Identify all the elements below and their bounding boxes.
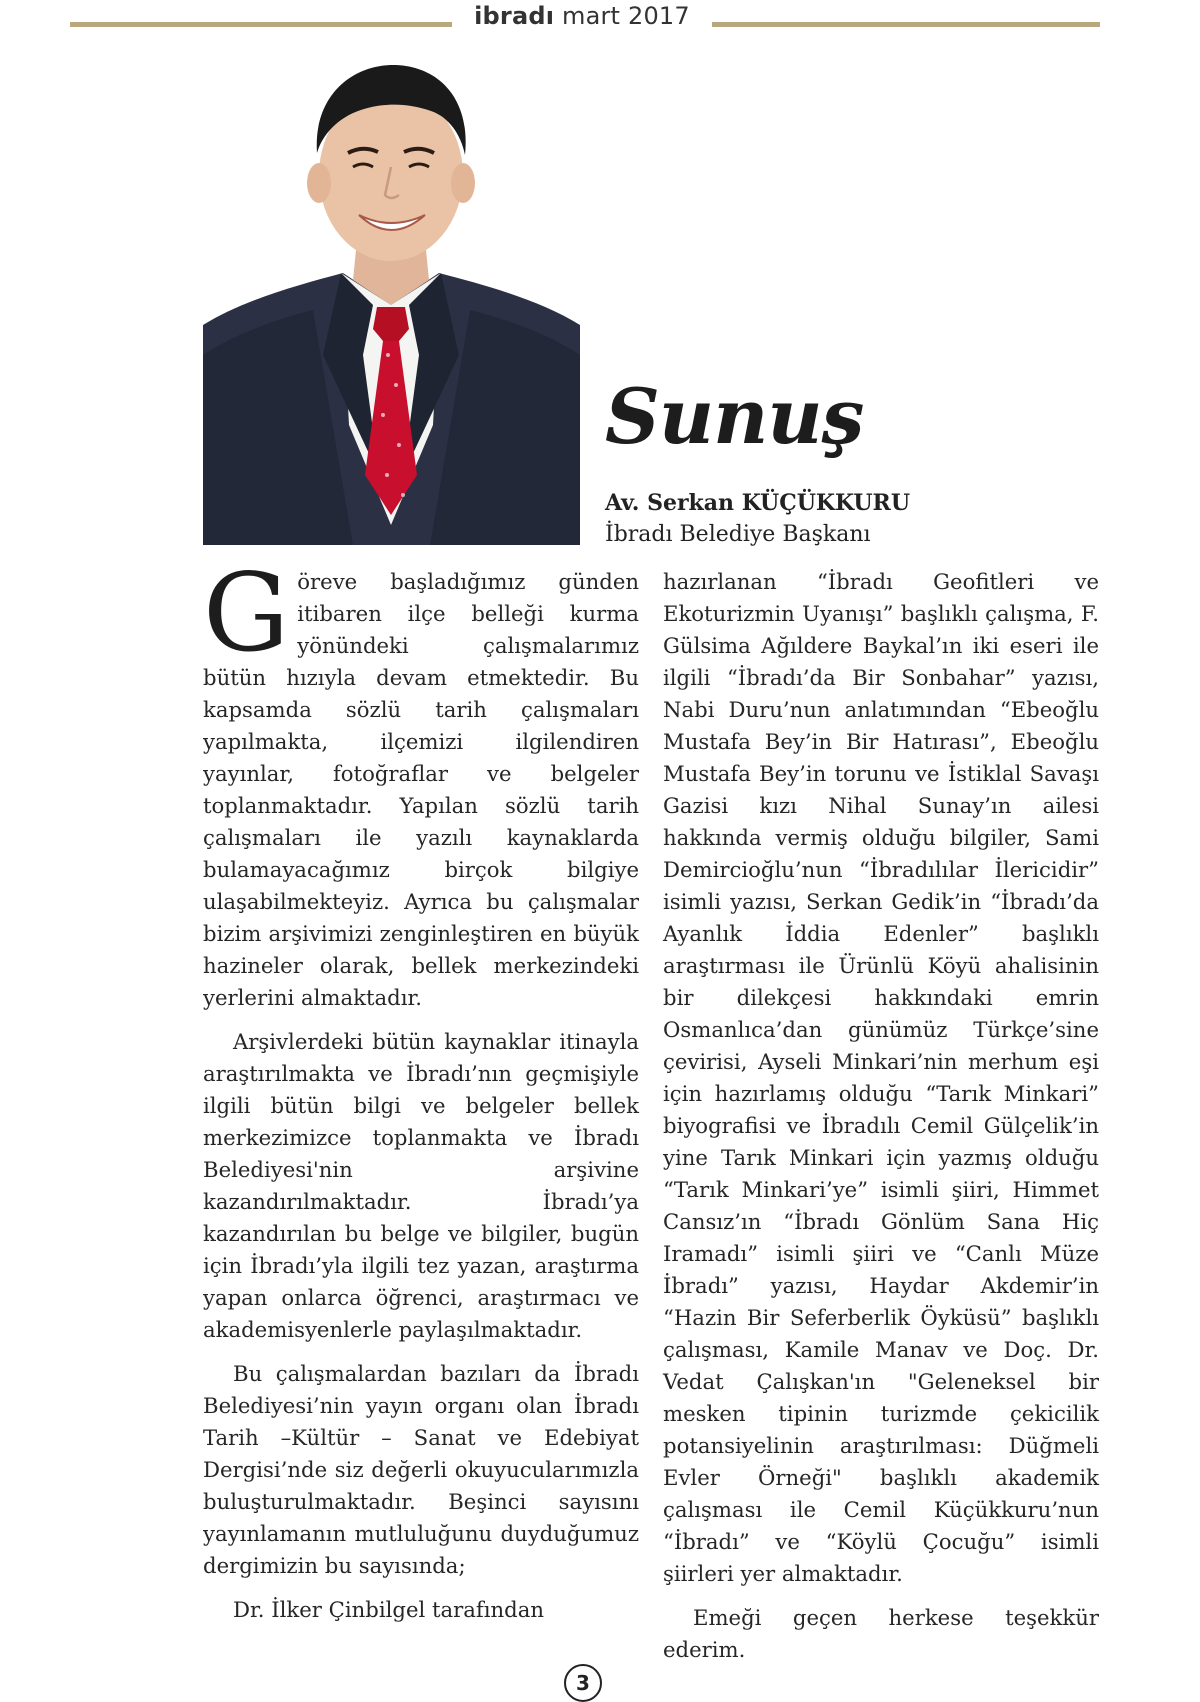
issue-date: mart 2017 xyxy=(562,2,690,30)
author-name: Av. Serkan KÜÇÜKKURU xyxy=(605,490,911,516)
text-column-left xyxy=(203,551,639,1638)
magazine-brand: ibradı xyxy=(474,2,555,30)
paragraph-5: Emeği geçen herkese teşekkür ederim. xyxy=(663,1605,1099,1662)
running-header xyxy=(452,2,712,30)
header-rule-left xyxy=(70,22,452,27)
paragraph-4-continued: hazırlanan “İbradı Geofitleri ve Ekoturizmin Uyanışı” başlıklı çalışma, F. Gülsima Ağıldere Baykal’ın iki eseri ile ilgili “İbradı’da Bir Sonbahar” yazısı, Nabi Duru’nun anlatımından “Ebeoğlu Mustafa Bey’in Bir Hatırası”, Ebeoğlu Mustafa Bey’in torunu ve İstiklal Savaşı Gazisi kızı Nihal Sunay’ın ailesi hakkında vermiş olduğu bilgiler, Sami Demircioğlu’nun “İbradılılar İlericidir” isimli yazısı, Serkan Gedik’in “İbradı’da Ayanlık İddia Edenler” başlıklı araştırması ile Ürünlü Köyü ahalisinin bir dilekçesi hakkındaki emrin Osmanlıca’dan günümüz Türkçe’sine çevirisi, Ayseli Minkari’nin merhum eşi için hazırlamış olduğu “Tarık Minkari” biyografisi ve İbradılı Cemil Gülçelik’in yine Tarık Minkari için yazmış olduğu “Tarık Minkari’ye” isimli şiiri, Himmet Cansız’ın “İbradı Gönlüm Sana Hiç Iramadı” isimli şiiri ve “Canlı Müze İbradı” yazısı, Haydar Akdemir’in “Hazin Bir Seferberlik Öyküsü” başlıklı çalışması, Kamile Manav ve Doç. Dr. Vedat Çalışkan'ın "Geleneksel bir mesken tipinin turizmde çekicilik potansiyelinin araştırılması: Düğmeli Evler Örneği" başlıklı akademik çalışması ile Cemil Küçükkuru’nun “İbradı” ve “Köylü Çocuğu” isimli şiirleri yer almaktadır. xyxy=(663,569,1099,1586)
paragraph-4 xyxy=(203,1594,639,1626)
drop-cap: G xyxy=(203,551,290,676)
paragraph-3: Bu çalışmalardan bazıları da İbradı Belediyesi’nin yayın organı olan İbradı Tarih –Kültür – Sanat ve Edebiyat Dergisi’nde siz değerli okuyucularımızla buluşturulmaktadır. Beşinci sayısını yayınlamanın mutluluğunu duyduğumuz dergimizin bu sayısında; xyxy=(203,1361,639,1578)
paragraph-4-text: Dr. İlker Çinbilgel tarafından xyxy=(233,1597,545,1622)
article-title: Sunuş xyxy=(605,372,864,461)
text-column-right xyxy=(663,566,1099,1678)
paragraph-1 xyxy=(203,551,639,1014)
author-portrait xyxy=(203,55,580,545)
paragraph-1-text: öreve başladığımız günden itibaren ilçe belleği kurma yönündeki çalışmalarımız bütün hızıyla devam etmektedir. Bu kapsamda sözlü tarih çalışmaları yapılmakta, ilçemizi ilgilendiren yayınlar, fotoğraflar ve belgeler toplanmaktadır. Yapılan sözlü tarih çalışmaları ile yazılı kaynaklarda bulamayacağımız birçok bilgiye ulaşabilmekteyiz. Ayrıca bu çalışmalar bizim arşivimizi zenginleştiren en büyük hazineler olarak, bellek merkezindeki yerlerini almaktadır. xyxy=(203,569,639,1010)
paragraph-2: Arşivlerdeki bütün kaynaklar itinayla araştırılmakta ve İbradı’nın geçmişiyle ilgili bütün bilgi ve belgeler bellek merkezimizce toplanmakta ve İbradı Belediyesi'nin arşivine kazandırılmaktadır. İbradı’ya kazandırılan bu belge ve bilgiler, bugün için İbradı’yla ilgili tez yazan, araştırma yapan onlarca öğrenci, araştırmacı ve akademisyenlerle paylaşılmaktadır. xyxy=(203,1029,639,1342)
author-role: İbradı Belediye Başkanı xyxy=(605,522,871,547)
page-number: 3 xyxy=(564,1664,602,1702)
header-rule-right xyxy=(712,22,1100,27)
